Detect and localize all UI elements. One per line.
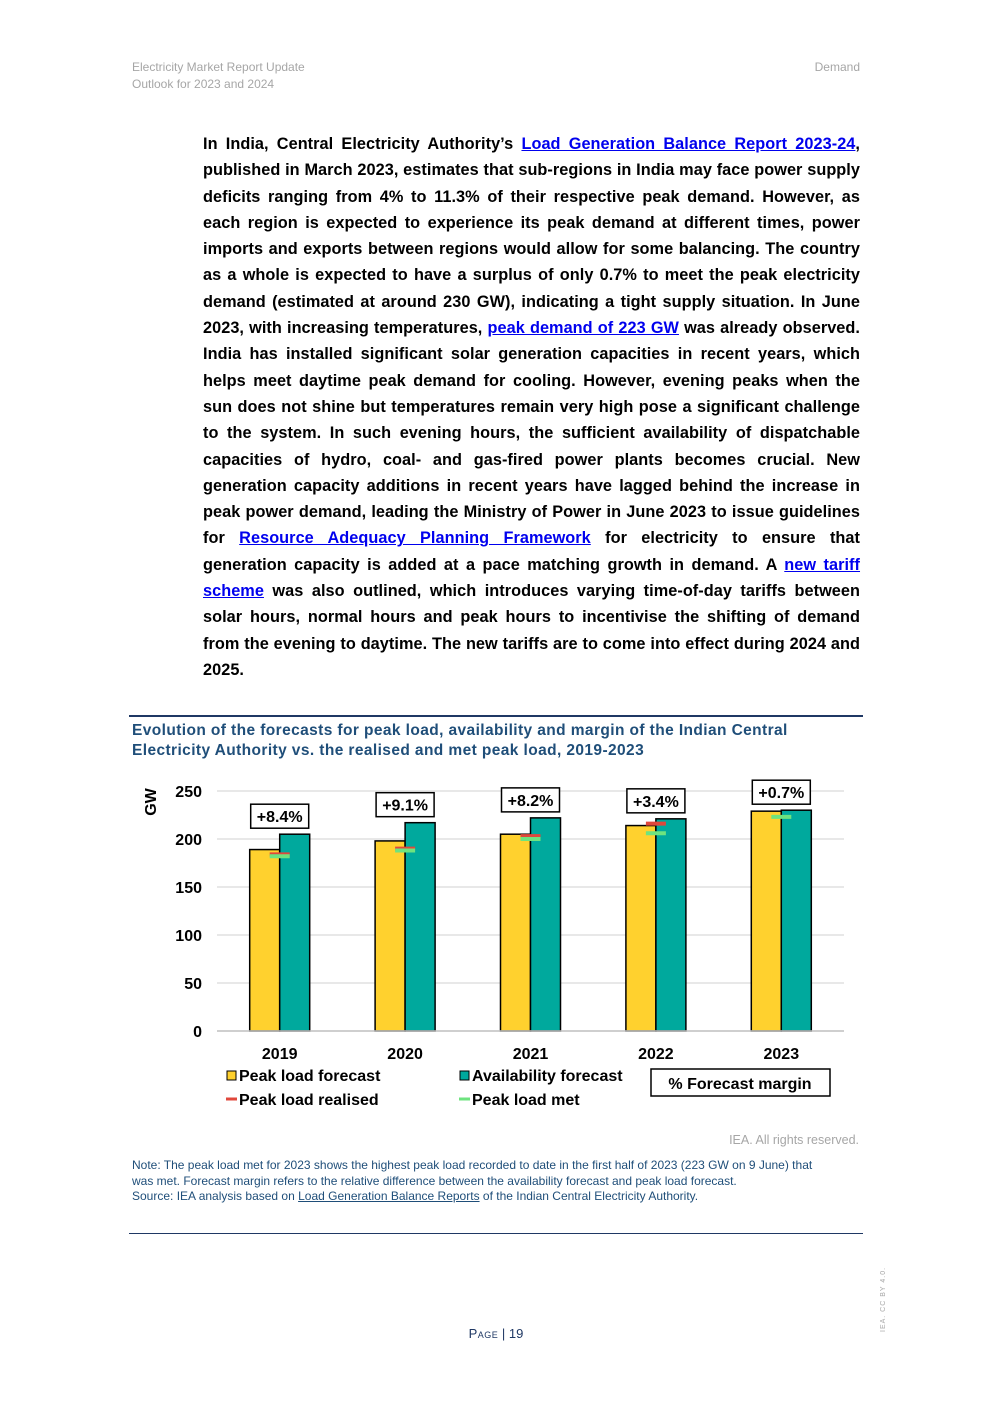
x-tick-label: 2021 [512, 1046, 549, 1063]
margin-label: +0.7% [758, 785, 805, 803]
bar-availability-forecast [656, 819, 686, 1031]
page-separator: | [498, 1326, 509, 1341]
source-suffix: of the Indian Central Electricity Authority. [479, 1189, 699, 1203]
lgbr-2023-24-link[interactable]: Load Generation Balance Report 2023-24 [521, 135, 856, 153]
page-number [0, 1326, 992, 1341]
figure-credit: IEA. All rights reserved. [729, 1133, 859, 1147]
text-run: In [203, 135, 226, 153]
bars [250, 810, 812, 1031]
y-tick-label: 100 [175, 928, 202, 945]
report-subtitle: Outlook for 2023 and 2024 [132, 77, 275, 91]
y-tick-label: 50 [184, 976, 202, 993]
margin-label: +3.4% [632, 793, 679, 811]
peak-demand-link[interactable]: peak demand of 223 GW [487, 319, 679, 338]
chart-legend [226, 1068, 830, 1109]
axes [143, 784, 844, 1063]
text-run: was also outlined, which introduces varying time-of-day tariffs between solar hours, normal hours and peak hours to incentivise the shifting of demand from the evening to daytime. The new tariffs are to come into effect during 2024 and 2025. [203, 582, 860, 679]
text-run-india: India [225, 135, 265, 153]
tariff-scheme-link[interactable]: new tariff scheme [203, 555, 861, 601]
figure-top-rule [129, 715, 863, 717]
running-header-left [132, 59, 305, 93]
x-tick-label: 2022 [638, 1046, 674, 1063]
figure-note [132, 1158, 832, 1205]
page-word: Page [468, 1326, 499, 1341]
bar-availability-forecast [781, 810, 811, 1031]
license-text: IEA. CC BY 4.0. [880, 1266, 887, 1332]
text-run: , Central Electricity Authority’s [264, 135, 522, 153]
lgbr-source-link[interactable]: Load Generation Balance Reports [298, 1189, 480, 1203]
page-number-value: 19 [508, 1326, 524, 1341]
figure-title: Evolution of the forecasts for peak load, availability and margin of the Indian Central Electricity Authority vs. the realised and met peak load, 2019-2023 [132, 722, 788, 759]
text-run: was already observed. India has installed significant solar generation capacities in recent years, which helps meet daytime peak demand for cooling. However, evening peaks when the sun does not shine but temperatures remain very high pose a significant challenge to the system. In such evening hours, the sufficient availability of dispatchable capacities of hydro, coal- and gas-fired power plants becomes crucial. New generation capacity additions in recent years have lagged behind the increase in peak power demand, leading the Ministry of Power in June 2023 to issue guidelines for [203, 319, 860, 548]
bar-peak-load-forecast [626, 826, 656, 1031]
legend-availability-forecast-swatch [460, 1071, 469, 1080]
legend-peak-load-realised-label: Peak load realised [239, 1092, 379, 1109]
peak-load-chart [130, 772, 845, 1127]
y-axis-title: GW [143, 788, 160, 816]
bar-peak-load-forecast [751, 811, 781, 1031]
legend-peak-load-forecast-swatch [227, 1071, 236, 1080]
legend-peak-load-forecast-label: Peak load forecast [239, 1068, 381, 1085]
note-text: Note: The peak load met for 2023 shows the highest peak load recorded to date in the first half of 2023 (223 GW on 9 June) that was met. Forecast margin refers to the relative difference between the availability forecast and peak load forecast. [132, 1158, 813, 1188]
bar-peak-load-forecast [501, 834, 531, 1031]
y-tick-label: 200 [175, 832, 202, 849]
bar-availability-forecast [531, 818, 561, 1031]
resource-adequacy-link[interactable]: Resource Adequacy Planning Framework [239, 529, 591, 548]
margin-label: +9.1% [382, 797, 429, 815]
body-paragraph [203, 131, 860, 683]
report-title: Electricity Market Report Update [132, 60, 305, 74]
y-tick-label: 250 [175, 784, 202, 801]
y-tick-label: 150 [175, 880, 202, 897]
bar-availability-forecast [280, 834, 310, 1031]
source-prefix: Source: IEA analysis based on [132, 1189, 299, 1203]
bar-peak-load-forecast [375, 841, 405, 1031]
x-tick-label: 2019 [261, 1046, 298, 1063]
text-run: for electricity to ensure that generation capacity is added at a pace matching growth in demand. A [203, 529, 860, 574]
y-tick-label: 0 [193, 1024, 202, 1041]
margin-label: +8.4% [256, 809, 303, 827]
legend-peak-load-met-label: Peak load met [472, 1092, 580, 1109]
bar-availability-forecast [405, 823, 435, 1031]
x-tick-label: 2023 [763, 1046, 800, 1063]
source-line [132, 1189, 832, 1205]
section-label: Demand [814, 60, 860, 74]
margin-label: +8.2% [507, 792, 554, 810]
text-run: , published in March 2023, estimates that sub-regions in India may face power supply deficits ranging from 4% to 11.3% of their respective peak demand. However, as each region is expected to experience its peak demand at different times, power imports and exports between regions would allow for some balancing. The country as a whole is expected to have a surplus of only 0.7% to meet the peak electricity demand (estimated at around 230 GW), indicating a tight supply situation. In June 2023, with increasing temperatures, [203, 135, 860, 338]
figure-bottom-rule [129, 1233, 863, 1234]
x-tick-label: 2020 [387, 1046, 423, 1063]
legend-forecast-margin-label: % Forecast margin [668, 1076, 812, 1093]
legend-availability-forecast-label: Availability forecast [472, 1068, 623, 1085]
bar-peak-load-forecast [250, 850, 280, 1031]
